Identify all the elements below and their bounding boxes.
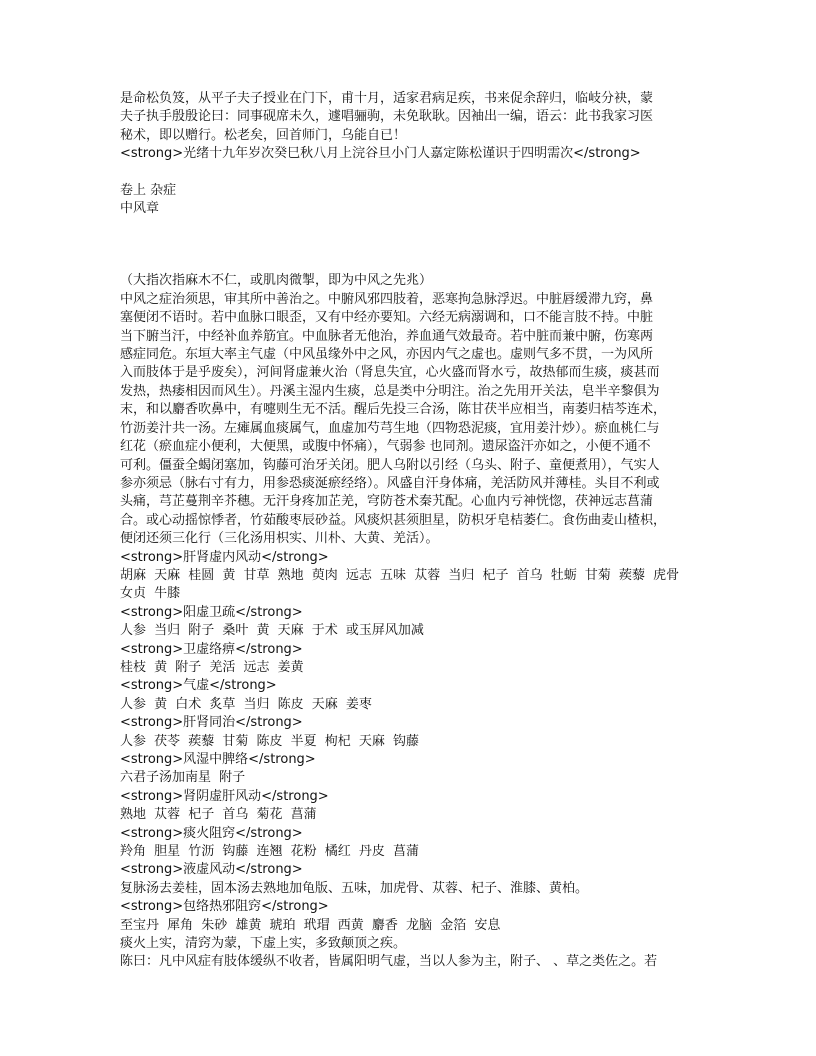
entry-heading: <strong>肝肾虚内风动</strong> (120, 549, 329, 565)
body-line: 红花（瘀血症小便利，大便黑，或腹中怀痛），气弱参 也同剂。遗尿盗汗亦如之，小便不通不 (120, 439, 651, 455)
preface-signature: <strong>光绪十九年岁次癸巳秋八月上浣谷旦小门人嘉定陈松谨识于四明需次</strong> (120, 146, 641, 162)
herb-list: 人参 茯苓 蒺藜 甘菊 陈皮 半夏 枸杞 天麻 钩藤 (120, 733, 420, 749)
preface-block (120, 90, 716, 164)
herb-list: 女贞 牛膝 (120, 586, 181, 602)
body-line: 便闭还须三化行（三化汤用枳实、川朴、大黄、羌活）。 (120, 531, 439, 547)
body-line: 可利。僵蚕全蝎闭塞加，钩藤可治牙关闭。肥人乌附以引经（乌头、附子、童便煮用），气实人 (120, 457, 660, 473)
herb-list: 人参 黄 白术 炙草 当归 陈皮 天麻 姜枣 (120, 696, 372, 712)
preface-line: 夫子执手殷殷论曰：同事砚席未久，遽唱骊驹，未免耿耿。因袖出一编，语云：此书我家习医 (120, 109, 654, 125)
body-line: 合。或心动摇惊悸者，竹茹酸枣辰砂益。风痰炽甚须胆星，防枳牙皂桔萎仁。食伤曲麦山楂枳， (120, 512, 667, 528)
body-line: 入而肢体于是乎废矣），河间肾虚兼火治（肾息失宜，心火盛而肾水亏，故热郁而生痰，痰甚而 (120, 365, 660, 381)
body-text (120, 291, 716, 549)
volume-heading: 卷上 杂症 (120, 182, 177, 198)
herb-list: 熟地 苁蓉 杞子 首乌 菊花 菖蒲 (120, 807, 317, 823)
entry-heading: <strong>肝肾同治</strong> (120, 715, 303, 731)
entry-heading: <strong>阳虚卫疏</strong> (120, 604, 303, 620)
entry-heading: <strong>包络热邪阻窍</strong> (120, 899, 329, 915)
herb-list: 羚角 胆星 竹沥 钩藤 连翘 花粉 橘红 丹皮 菖蒲 (120, 844, 420, 860)
body-line: 当下腑当汗，中经补血养筋宜。中血脉者无他治，养血通气效最奇。若中脏而兼中腑，伤寒两 (120, 328, 654, 344)
herb-list: 桂枝 黄 附子 羌活 远志 姜黄 (120, 659, 304, 675)
preface-line: 是命松负笈，从平子夫子授业在门下，甫十月，适家君病足疾，书来促余辞归，临岐分袂，蒙 (120, 91, 654, 106)
spacer (120, 164, 716, 182)
herb-list: 胡麻 天麻 桂圆 黄 甘草 熟地 萸肉 远志 五味 苁蓉 当归 杞子 首乌 牡蛎 甘菊 蒺藜 虎骨 (120, 567, 680, 583)
entry-heading: <strong>痰火阻窍</strong> (120, 825, 303, 841)
entry-heading: <strong>卫虚络痹</strong> (120, 641, 303, 657)
entry-heading: <strong>肾阴虚肝风动</strong> (120, 788, 329, 804)
entry-note: 痰火上实，清窍为蒙，下虚上实，多致颠顶之疾。 (120, 936, 407, 952)
herb-list: 复脉汤去姜桂，固本汤去熟地加龟版、五味，加虎骨、苁蓉、杞子、淮膝、黄柏。 (120, 880, 589, 896)
closing-text: 陈曰：凡中风症有肢体缓纵不收者，皆属阳明气虚，当以人参为主，附子、 、草之类佐之。若 (120, 954, 658, 970)
herb-list: 至宝丹 犀角 朱砂 雄黄 琥珀 玳瑁 西黄 麝香 龙脑 金箔 安息 (120, 917, 501, 933)
intro-note: （大指次指麻木不仁，或肌肉微掣，即为中风之先兆） (120, 273, 433, 289)
chapter-heading: 中风章 (120, 201, 160, 217)
prescription-list (120, 549, 716, 954)
body-line: 中风之症治须思，审其所中善治之。中腑风邪四肢着，恶寒拘急脉浮迟。中脏唇缓滞九窍，鼻 (120, 291, 654, 307)
herb-list: 六君子汤加南星 附子 (120, 770, 246, 786)
preface-line: 秘术，即以赠行。松老矣，回首师门，乌能自已！ (120, 127, 407, 143)
entry-heading: <strong>风湿中脾络</strong> (120, 752, 316, 767)
body-line: 竹沥姜汁共一汤。左瘫属血痰属气，血虚加芍芎生地（四物恐泥痰，宜用姜汁炒）。瘀血桃仁与 (120, 420, 660, 436)
body-line: 参亦须忌（脉右寸有力，用参恐痰涎瘀经络）。风盛自汗身体痛，羌活防风并薄桂。头目不利或 (120, 475, 660, 491)
entry-heading: <strong>液虚风动</strong> (120, 862, 303, 878)
body-line: 发热，热痿相因而风生）。丹溪主湿内生痰，总是类中分明注。治之先用开关法，皂半辛黎俱为 (120, 383, 660, 399)
body-line: 感症同危。东垣大率主气虚（中风虽缘外中之风，亦因内气之虚也。虚则气多不贯，一为风所 (120, 347, 654, 363)
entry-heading: <strong>气虚</strong> (120, 678, 277, 694)
spacer (120, 218, 716, 272)
herb-list: 人参 当归 附子 桑叶 黄 天麻 于术 或玉屏风加减 (120, 623, 424, 639)
body-line: 头痛，芎芷蔓荆辛芥穗。无汗身疼加芷羌，穹防苍术秦艽配。心血内亏神恍惚，茯神远志菖蒲 (120, 494, 654, 510)
body-line: 末，和以麝香吹鼻中，有嚏则生无不活。醒后先投三合汤，陈甘茯半应相当，南萎归桔芩连术， (120, 402, 667, 418)
body-line: 塞便闭不语时。若中血脉口眼歪，又有中经亦要知。六经无病溺调和，口不能言肢不持。中脏 (120, 310, 654, 326)
